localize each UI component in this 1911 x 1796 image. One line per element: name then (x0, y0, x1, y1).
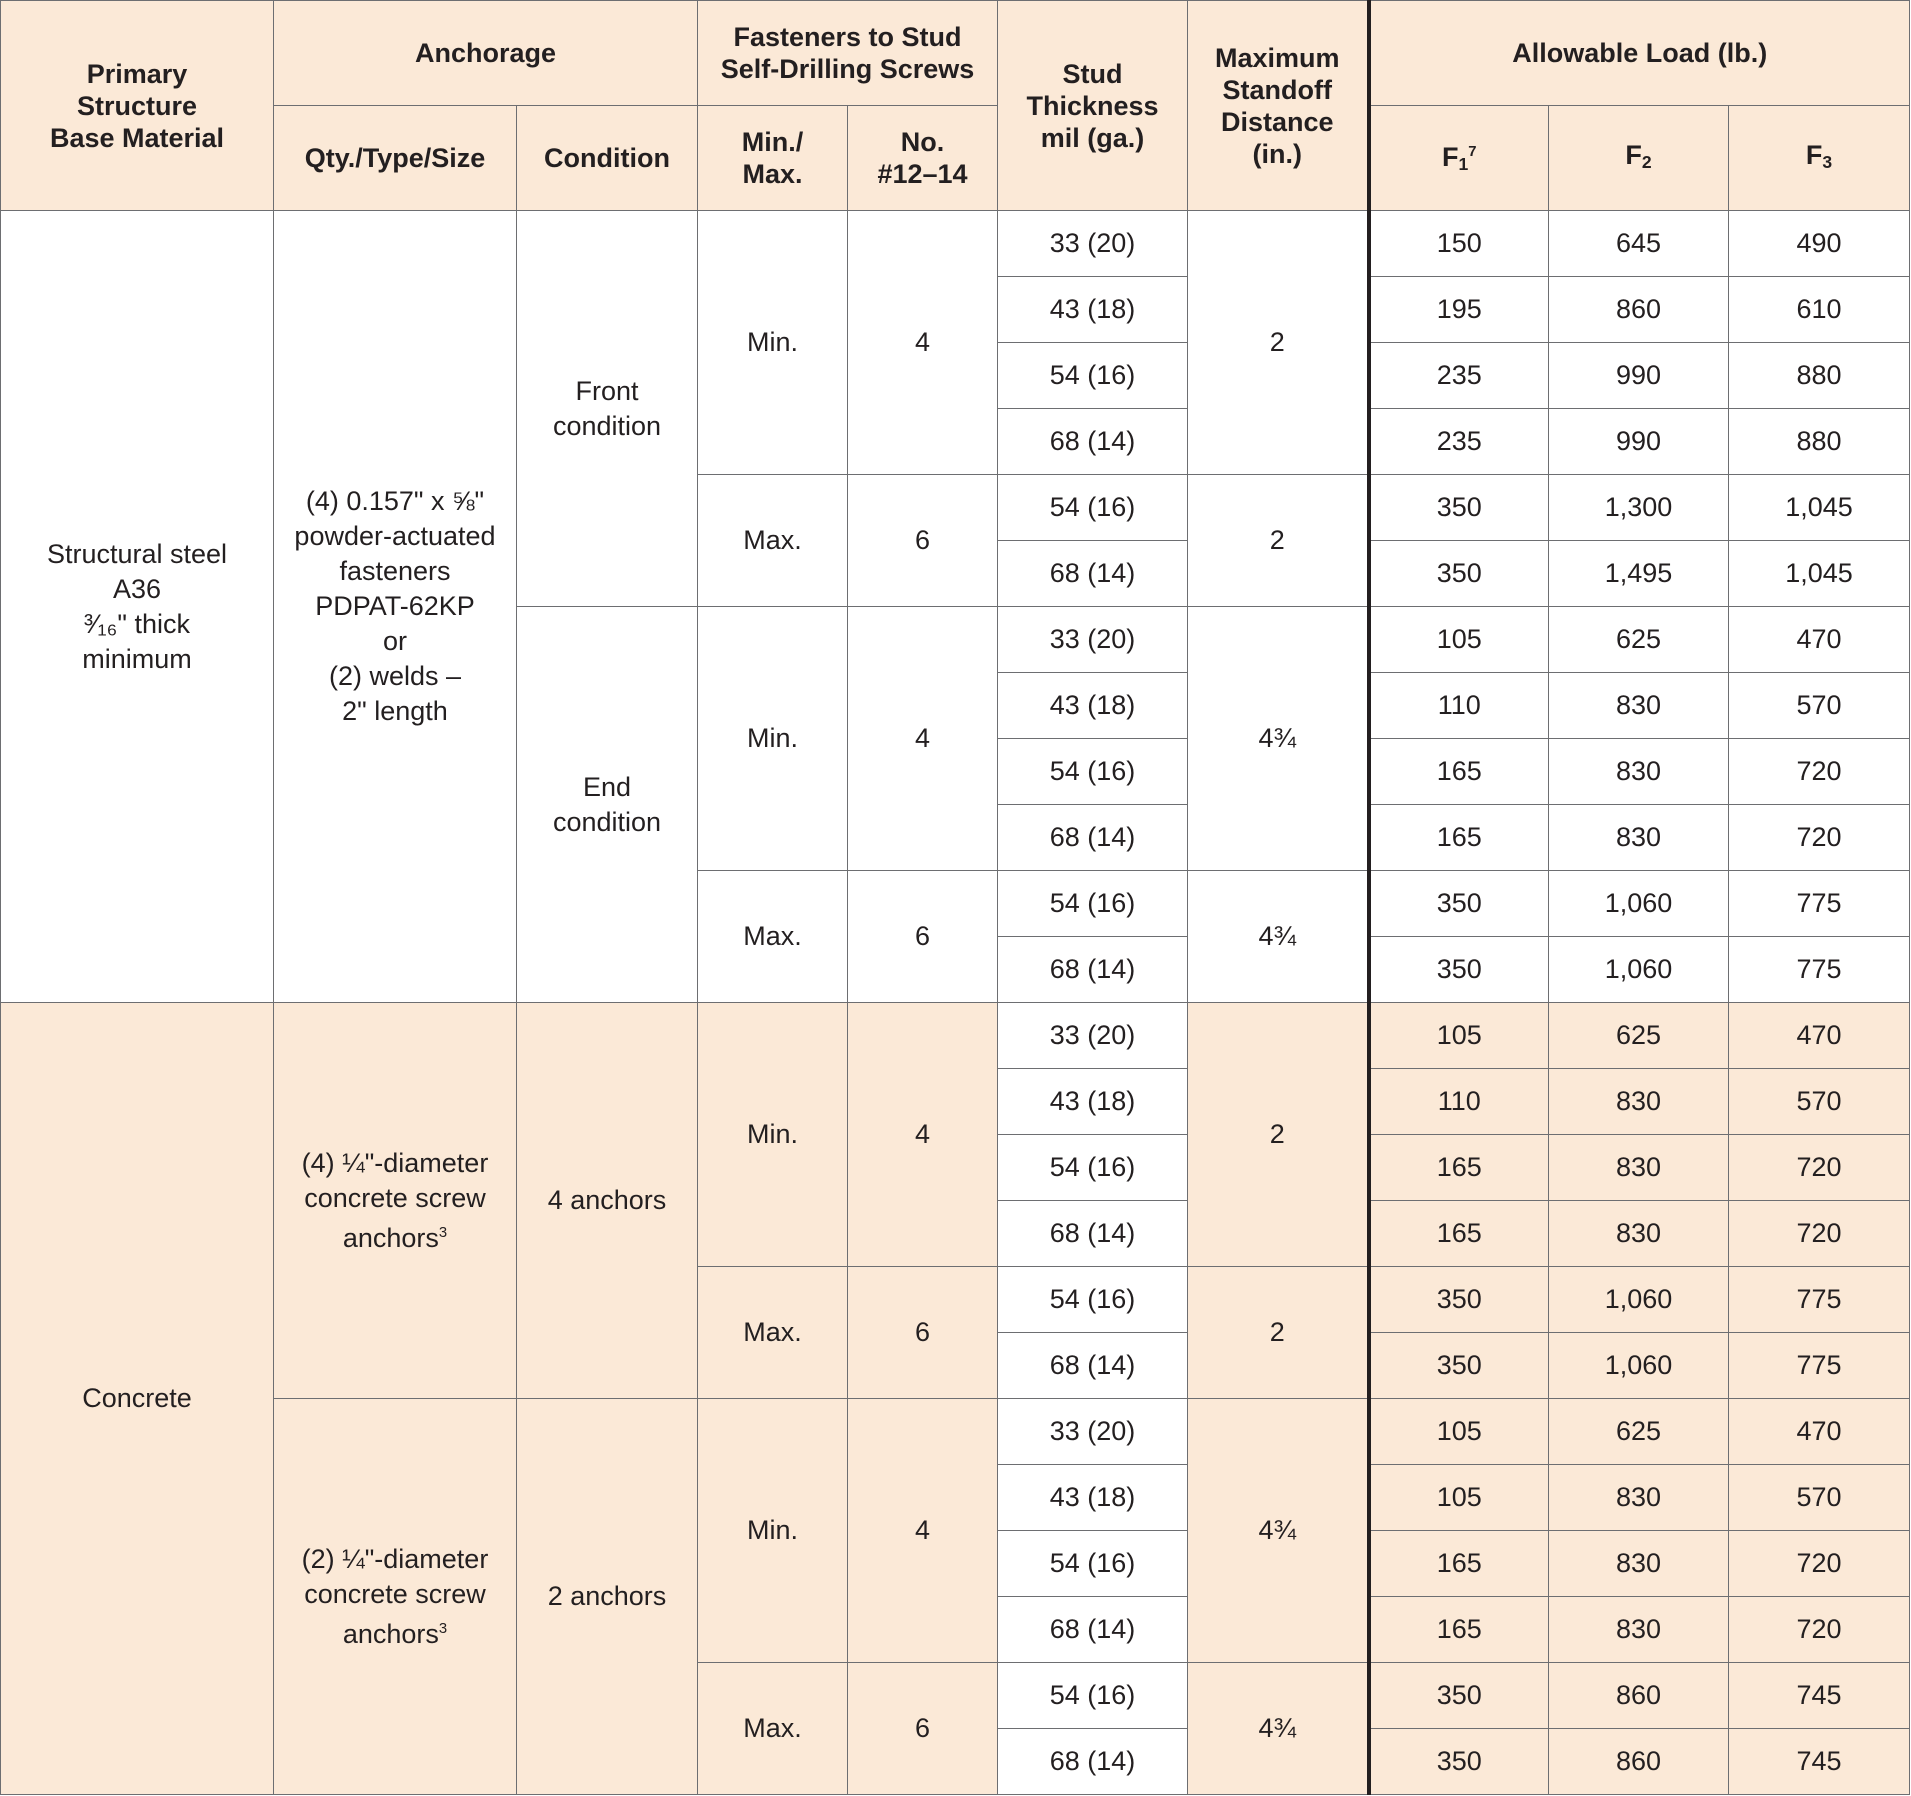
f1-load-cell: 165 (1369, 1201, 1549, 1267)
header-anchorage (274, 1, 698, 106)
standoff-cell: 4¾ (1188, 871, 1369, 1003)
min-max-cell: Min. (698, 607, 848, 871)
condition-front: Front condition (517, 211, 698, 607)
stud-thickness-cell: 54 (16) (998, 343, 1188, 409)
f1-load-cell: 105 (1369, 1465, 1549, 1531)
header-f3-letter: F (1805, 139, 1823, 170)
stud-thickness-cell: 33 (20) (998, 1399, 1188, 1465)
min-max-cell: Min. (698, 1399, 848, 1663)
f2-load-cell: 830 (1549, 1201, 1729, 1267)
stud-thickness-cell: 68 (14) (998, 805, 1188, 871)
stud-thickness-cell: 68 (14) (998, 937, 1188, 1003)
min-max-cell: Min. (698, 211, 848, 475)
f1-load-cell: 195 (1369, 277, 1549, 343)
f1-load-cell: 105 (1369, 1399, 1549, 1465)
f1-load-cell: 350 (1369, 937, 1549, 1003)
header-qty-label: Qty./Type/Size (304, 143, 486, 173)
anchorage-concrete-4 (274, 1003, 517, 1399)
stud-thickness-cell: 54 (16) (998, 475, 1188, 541)
f1-load-cell: 150 (1369, 211, 1549, 277)
table-row (1, 1399, 1910, 1465)
f1-load-cell: 110 (1369, 1069, 1549, 1135)
f3-load-cell: 720 (1729, 805, 1910, 871)
f1-load-cell: 165 (1369, 1531, 1549, 1597)
f3-load-cell: 775 (1729, 1267, 1910, 1333)
header-min-max-label: Min./ Max. (741, 127, 804, 189)
stud-thickness-cell: 43 (18) (998, 1465, 1188, 1531)
stud-thickness-cell: 43 (18) (998, 1069, 1188, 1135)
standoff-cell: 4¾ (1188, 1663, 1369, 1795)
stud-thickness-cell: 68 (14) (998, 1333, 1188, 1399)
f2-load-cell: 830 (1549, 673, 1729, 739)
f1-load-cell: 350 (1369, 871, 1549, 937)
min-max-cell: Max. (698, 871, 848, 1003)
anchorage-steel: (4) 0.157" x ⅝" powder-actuated fasteners PDPAT-62KP or (2) welds – 2" length (274, 211, 517, 1003)
f2-load-cell: 1,060 (1549, 1333, 1729, 1399)
base-material-steel: Structural steel A36 ³⁄₁₆" thick minimum (1, 211, 274, 1003)
f3-load-cell: 1,045 (1729, 475, 1910, 541)
header-f3-subscript: 3 (1822, 151, 1833, 172)
screw-count-cell: 4 (848, 607, 998, 871)
f2-load-cell: 1,060 (1549, 937, 1729, 1003)
condition-4-anchors: 4 anchors (517, 1003, 698, 1399)
f2-load-cell: 645 (1549, 211, 1729, 277)
f3-load-cell: 470 (1729, 607, 1910, 673)
f2-load-cell: 625 (1549, 607, 1729, 673)
f3-load-cell: 775 (1729, 937, 1910, 1003)
standoff-cell: 2 (1188, 475, 1369, 607)
f3-load-cell: 470 (1729, 1399, 1910, 1465)
stud-thickness-cell: 68 (14) (998, 409, 1188, 475)
f3-load-cell: 745 (1729, 1663, 1910, 1729)
f1-load-cell: 235 (1369, 409, 1549, 475)
standoff-cell: 2 (1188, 211, 1369, 475)
header-stud-thickness-label: Stud Thickness mil (ga.) (1026, 58, 1159, 153)
f3-load-cell: 490 (1729, 211, 1910, 277)
min-max-cell: Min. (698, 1003, 848, 1267)
header-f1-subscript: 1 (1458, 154, 1469, 174)
stud-thickness-cell: 33 (20) (998, 211, 1188, 277)
standoff-cell: 2 (1188, 1003, 1369, 1267)
f3-load-cell: 720 (1729, 1135, 1910, 1201)
header-f2 (1549, 106, 1729, 211)
f3-load-cell: 570 (1729, 1069, 1910, 1135)
stud-thickness-cell: 54 (16) (998, 739, 1188, 805)
condition-2-anchors: 2 anchors (517, 1399, 698, 1795)
anchorage-concrete-2 (274, 1399, 517, 1795)
header-condition (517, 106, 698, 211)
header-screw-number-label: No. #12–14 (877, 127, 968, 189)
screw-count-cell: 4 (848, 211, 998, 475)
stud-thickness-cell: 68 (14) (998, 1729, 1188, 1795)
header-primary-structure (1, 1, 274, 211)
stud-thickness-cell: 54 (16) (998, 1267, 1188, 1333)
min-max-cell: Max. (698, 475, 848, 607)
f3-load-cell: 745 (1729, 1729, 1910, 1795)
header-qty-type-size (274, 106, 517, 211)
f1-load-cell: 110 (1369, 673, 1549, 739)
anchorage-concrete-4-text: (4) ¼"-diameter concrete screw anchors (301, 1147, 489, 1253)
f2-load-cell: 990 (1549, 409, 1729, 475)
f1-load-cell: 165 (1369, 805, 1549, 871)
table-row (1, 1003, 1910, 1069)
min-max-cell: Max. (698, 1267, 848, 1399)
header-f1-letter: F (1442, 142, 1459, 172)
standoff-cell: 2 (1188, 1267, 1369, 1399)
f3-load-cell: 570 (1729, 1465, 1910, 1531)
f3-load-cell: 470 (1729, 1003, 1910, 1069)
header-fasteners-label: Fasteners to Stud Self-Drilling Screws (720, 22, 975, 84)
f2-load-cell: 1,495 (1549, 541, 1729, 607)
stud-thickness-cell: 33 (20) (998, 607, 1188, 673)
header-f1-footnote: 7 (1468, 144, 1477, 160)
f3-load-cell: 880 (1729, 343, 1910, 409)
base-material-concrete: Concrete (1, 1003, 274, 1795)
header-primary-structure-label: Primary Structure Base Material (49, 58, 225, 153)
screw-count-cell: 6 (848, 475, 998, 607)
f2-load-cell: 830 (1549, 1465, 1729, 1531)
f2-load-cell: 830 (1549, 1069, 1729, 1135)
stud-thickness-cell: 68 (14) (998, 541, 1188, 607)
f2-load-cell: 860 (1549, 1729, 1729, 1795)
f1-load-cell: 105 (1369, 1003, 1549, 1069)
stud-thickness-cell: 68 (14) (998, 1597, 1188, 1663)
stud-thickness-cell: 54 (16) (998, 1135, 1188, 1201)
header-f1 (1369, 106, 1549, 211)
f3-load-cell: 880 (1729, 409, 1910, 475)
header-allowable-load (1369, 1, 1910, 106)
f1-load-cell: 235 (1369, 343, 1549, 409)
stud-thickness-cell: 54 (16) (998, 1531, 1188, 1597)
header-f3 (1729, 106, 1910, 211)
header-stud-thickness (998, 1, 1188, 211)
stud-thickness-cell: 54 (16) (998, 1663, 1188, 1729)
screw-count-cell: 6 (848, 1663, 998, 1795)
f1-load-cell: 165 (1369, 1597, 1549, 1663)
f2-load-cell: 860 (1549, 1663, 1729, 1729)
f2-load-cell: 830 (1549, 1135, 1729, 1201)
stud-thickness-cell: 68 (14) (998, 1201, 1188, 1267)
standoff-cell: 4¾ (1188, 1399, 1369, 1663)
stud-thickness-cell: 33 (20) (998, 1003, 1188, 1069)
header-fasteners (698, 1, 998, 106)
f3-load-cell: 775 (1729, 871, 1910, 937)
f3-load-cell: 610 (1729, 277, 1910, 343)
f1-load-cell: 165 (1369, 739, 1549, 805)
header-min-max (698, 106, 848, 211)
screw-count-cell: 6 (848, 1267, 998, 1399)
anchorage-concrete-4-footnote: 3 (438, 1224, 448, 1241)
standoff-cell: 4¾ (1188, 607, 1369, 871)
header-f2-letter: F (1625, 139, 1642, 170)
header-screw-number (848, 106, 998, 211)
f2-load-cell: 1,060 (1549, 1267, 1729, 1333)
header-condition-label: Condition (544, 143, 670, 173)
anchorage-concrete-2-text: (2) ¼"-diameter concrete screw anchors (301, 1543, 489, 1649)
header-f2-subscript: 2 (1641, 151, 1652, 172)
header-max-standoff (1188, 1, 1369, 211)
f1-load-cell: 350 (1369, 1267, 1549, 1333)
f2-load-cell: 1,060 (1549, 871, 1729, 937)
f2-load-cell: 625 (1549, 1003, 1729, 1069)
f2-load-cell: 830 (1549, 739, 1729, 805)
header-allowable-load-label: Allowable Load (lb.) (1512, 38, 1768, 68)
f2-load-cell: 625 (1549, 1399, 1729, 1465)
f2-load-cell: 830 (1549, 805, 1729, 871)
header-anchorage-label: Anchorage (414, 38, 557, 68)
condition-end: End condition (517, 607, 698, 1003)
screw-count-cell: 6 (848, 871, 998, 1003)
stud-thickness-cell: 43 (18) (998, 673, 1188, 739)
header-max-standoff-label: Maximum Standoff Distance (in.) (1214, 42, 1340, 169)
f3-load-cell: 720 (1729, 1201, 1910, 1267)
f1-load-cell: 350 (1369, 1333, 1549, 1399)
f1-load-cell: 350 (1369, 1729, 1549, 1795)
f2-load-cell: 830 (1549, 1597, 1729, 1663)
f3-load-cell: 720 (1729, 1597, 1910, 1663)
f3-load-cell: 1,045 (1729, 541, 1910, 607)
f1-load-cell: 165 (1369, 1135, 1549, 1201)
table-row (1, 211, 1910, 277)
anchorage-concrete-2-footnote: 3 (438, 1620, 448, 1637)
screw-count-cell: 4 (848, 1003, 998, 1267)
f1-load-cell: 105 (1369, 607, 1549, 673)
stud-thickness-cell: 43 (18) (998, 277, 1188, 343)
f3-load-cell: 720 (1729, 739, 1910, 805)
screw-count-cell: 4 (848, 1399, 998, 1663)
f3-load-cell: 775 (1729, 1333, 1910, 1399)
f2-load-cell: 830 (1549, 1531, 1729, 1597)
f2-load-cell: 860 (1549, 277, 1729, 343)
f2-load-cell: 990 (1549, 343, 1729, 409)
min-max-cell: Max. (698, 1663, 848, 1795)
stud-thickness-cell: 54 (16) (998, 871, 1188, 937)
f3-load-cell: 720 (1729, 1531, 1910, 1597)
f1-load-cell: 350 (1369, 1663, 1549, 1729)
f1-load-cell: 350 (1369, 475, 1549, 541)
f2-load-cell: 1,300 (1549, 475, 1729, 541)
f3-load-cell: 570 (1729, 673, 1910, 739)
f1-load-cell: 350 (1369, 541, 1549, 607)
